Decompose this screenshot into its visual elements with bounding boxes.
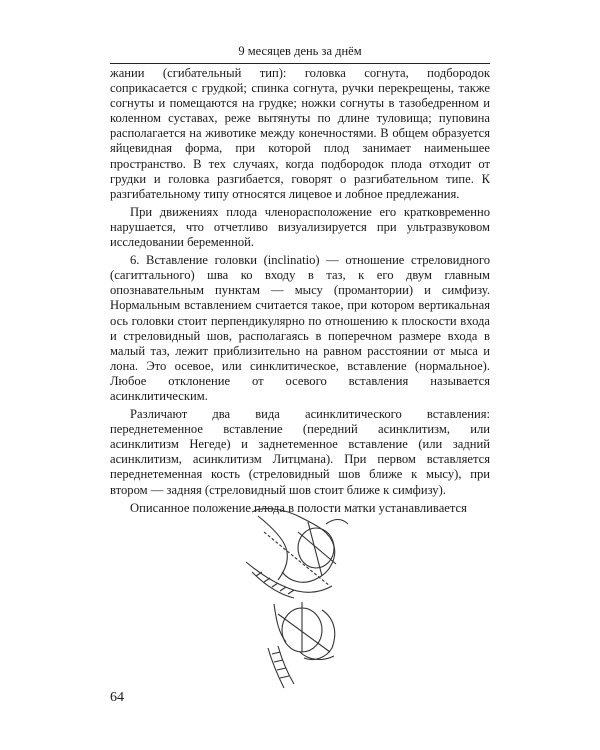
illustration-head-insertion (238, 502, 362, 698)
paragraph: При движениях плода членорасположение его кратковременно нарушается, что отчетливо визуализируется при ультразвуковом исследовании беременной. (110, 204, 490, 250)
paragraph: Различают два вида асинклитического вставления: переднетеменное вставление (передний асинклитизм, или асинклитизм Негеде) и заднетеменное вставление (или задний асинклитизм, асинклитизм Литцмана). При первом вставляется переднетеменная кость (стреловидный шов ближе к мысу), при втором — задняя (стреловидный шов стоит ближе к симфизу). (110, 407, 490, 497)
diagram-bottom-sagittal-pelvis (268, 602, 335, 688)
paragraph: 6. Вставление головки (inclinatio) — отношение стреловидного (сагиттального) шва ко входу в таз, к его двум главным опознавательным пунктам — мысу (промантории) и симфизу. Нормальным вставлением считается такое, при котором вертикальная ось головки стоит перпендикулярно по отношению к плоскости входа и стреловидный шов, располагаясь в поперечном размере входа в малый таз, лежит приблизительно на равном расстоянии от мыса и лона. Это осевое, или синклитическое, вставление (нормальное). Любое отклонение от осевого вставления называется асинклитическим. (110, 253, 490, 403)
page-number: 64 (110, 690, 124, 705)
running-header: 9 месяцев день за днём (238, 44, 362, 58)
insertion-diagrams (238, 502, 362, 698)
paragraph: Описанное положение плода в полости матки устанавливается (130, 500, 467, 515)
paragraph-continued: жании (сгибательный тип): головка согнута, подбородок соприкасается с грудкой; спинка согнута, ручки перекрещены, также согнуты и помещаются на грудке; ножки согнуты в тазобедренном и коленном суставах, реже вытянуты по длине туловища; пуповина располагается на животике между конечностями. В общем образуется яйцевидная форма, при которой плод занимает наименьшее пространство. В тех случаях, когда подбородок плода отходит от грудки и головка разгибается, говорят о разгибательном типе. К разгибательному типу относятся лицевое и лобное предлежания. (110, 66, 490, 201)
body-text (110, 66, 490, 516)
diagram-top-sagittal-pelvis (246, 509, 348, 598)
header-rule (110, 63, 490, 64)
